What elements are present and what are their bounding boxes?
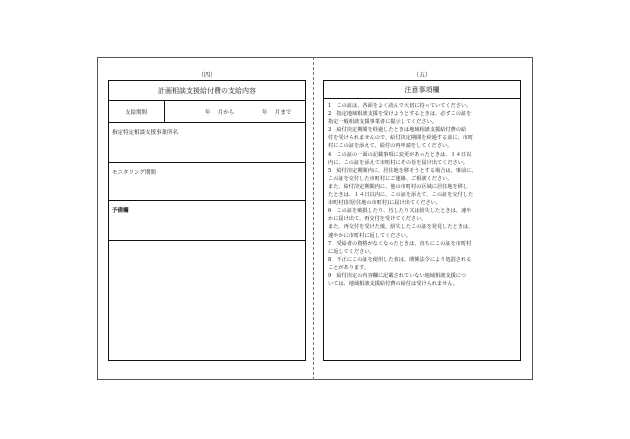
- notes-panel: [323, 80, 521, 361]
- note-line: 付を受けられませんので、給付決定期間を経過する前に、市町: [328, 135, 474, 142]
- monitoring-period-row: [109, 163, 305, 201]
- payment-period-from: 年 月から: [205, 110, 235, 116]
- note-line: また、給付決定期間内に、他の市町村の区域に居住地を移し: [328, 183, 469, 190]
- note-line: 5 給付決定期間内に、居住地を移そうとする場合は、事前に、: [328, 167, 477, 174]
- note-line: また、再交付を受けた後、紛失したこの証を発見したときは、: [328, 224, 474, 231]
- payment-period-to: 年 月まで: [262, 110, 292, 116]
- note-line: 4 この証の一面の記載事項に変更があったときは、１４日以: [328, 151, 472, 158]
- payment-details-title: 計画相談支援給付費の支給内容: [158, 86, 256, 95]
- fold-line: [313, 57, 314, 380]
- note-line: 9 給付決定の内容欄に記載されていない地域相談支援につ: [328, 272, 467, 279]
- note-line: 6 この証を破損したり、汚したり又は紛失したときは、速や: [328, 208, 472, 215]
- note-line: この証を交付した市町村にご連絡、ご相談ください。: [328, 175, 453, 182]
- payment-details-title-row: [109, 81, 305, 101]
- note-line: 3 給付決定期間を経過したときは地域相談支援給付費の給: [328, 127, 467, 134]
- payment-period-label-cell: [109, 101, 165, 122]
- note-line: に返してください。: [328, 248, 375, 255]
- note-line: 指定一般相談支援事業者に提示してください。: [328, 119, 437, 126]
- note-line: 村にこの証を添えて、給付の再申請をしてください。: [328, 143, 453, 150]
- note-line: 8 不正にこの証を使用した者は、関係法令により処罰される: [328, 256, 472, 263]
- note-line: 1 この証は、各面をよく読んで大切に持っていてください。: [328, 103, 472, 109]
- panel-number-4: （四）: [197, 72, 216, 79]
- office-name-label: 指定特定相談支援事業所名: [112, 130, 179, 136]
- reserve-label: 予備欄: [112, 208, 129, 214]
- note-line: 内に、この証を添えて市町村にその旨を届け出てください。: [328, 159, 469, 166]
- note-line: 市町村(旧居住地の市町村)に届け出てください。: [328, 200, 441, 207]
- note-line: 7 受給者の資格がなくなったときは、直ちにこの証を市町村: [328, 240, 472, 247]
- note-line: ことがあります。: [328, 264, 370, 271]
- note-line: 2 指定地域相談支援を受けようとするときは、必ずこの証を: [328, 111, 472, 118]
- monitoring-period-label: モニタリング期間: [112, 170, 156, 176]
- notes-title-row: [324, 81, 520, 99]
- reserve-row: [109, 201, 305, 241]
- payment-details-panel: [108, 80, 306, 361]
- payment-period-row: [109, 101, 305, 123]
- payment-period-label: 支給期間: [125, 110, 148, 116]
- notes-title: 注意事項欄: [404, 85, 440, 94]
- office-name-row: [109, 123, 305, 163]
- note-line: たときは、１４日以内に、この証を添えて、この証を交付した: [328, 192, 474, 199]
- note-line: 速やかに市町村に返してください。: [328, 232, 412, 239]
- note-line: いては、地域相談支援給付費の給付は受けられません。: [328, 281, 458, 288]
- notes-list: [328, 102, 516, 288]
- panel-number-5: （五）: [412, 72, 431, 79]
- note-line: かに届け出て、再交付を受けてください。: [328, 216, 427, 223]
